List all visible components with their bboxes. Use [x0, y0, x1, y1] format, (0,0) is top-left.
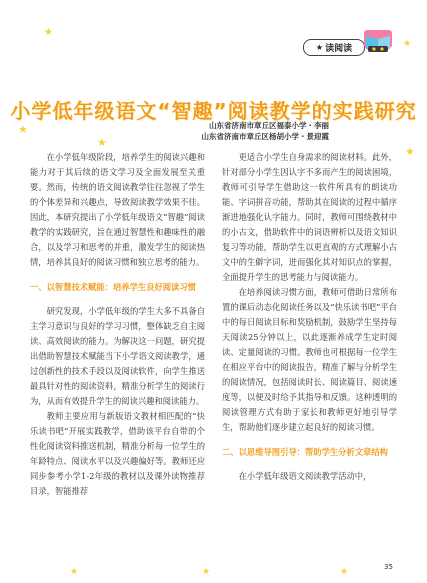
star-icon: ★: [97, 136, 107, 149]
article-title: 小学低年级语文“智趣”阅读教学的实践研究: [10, 99, 417, 123]
paragraph: 研究发现，小学低年级的学生大多不具备自主学习意识与良好的学习习惯，整体缺乏自主阅读、高效阅读的能力。为解决这一问题，研究提出借助智慧技术赋能当下小学语文阅读教学，通过创新性的技术手段以及阅读软件，向学生推送最具针对性的阅读资料，精准分析学生的阅读行为，从而有效提升学生的阅读兴趣和阅读能力。: [30, 306, 205, 406]
author-line: 山东省济南市章丘区杨胡小学・景迎霞: [201, 132, 329, 141]
section-heading: 一、以智慧技术赋能：培养学生良好阅读习惯: [30, 282, 196, 292]
paragraph: 在小学低年级语文阅读教学活动中，: [238, 471, 372, 481]
column-badge-label: 读阅读: [325, 44, 353, 54]
star-icon: ★: [405, 145, 415, 158]
star-icon: ★: [403, 39, 412, 49]
right-column: [222, 150, 397, 484]
star-icon: ★: [70, 567, 79, 577]
page-number: 35: [384, 563, 393, 571]
left-column: [30, 150, 205, 499]
star-icon: ★: [44, 27, 53, 38]
column-badge: [303, 39, 365, 56]
star-icon: ★: [18, 123, 28, 136]
section-heading: 二、以思维导图引导：帮助学生分析文章结构: [222, 447, 388, 457]
star-icon: ★: [315, 43, 324, 52]
star-icon: ★: [340, 567, 349, 577]
paragraph: 更适合小学生自身需求的阅读材料。此外，针对部分小学生因认字不多而产生的阅读困境，教师可引导学生借助这一软件所具有的朗读功能、字词拼音功能，帮助其在阅读的过程中循序渐进地强化认字能力。同时，教师可围绕教材中的小古文，借助软件中的词语辨析以及语文知识复习等功能，帮助学生以更直观的方式理解小古文中的生僻字词，进而强化其对知识点的掌握，全面提升学生的思考能力与阅读能力。: [222, 152, 397, 282]
author-line: 山东省济南市章丘区福泰小学・李丽: [209, 121, 329, 130]
star-icon: ★: [202, 567, 211, 577]
paragraph: 在小学低年级阶段，培养学生的阅读兴趣和能力对于其后续的语文学习及全面发展至关重要。然而，传统的语文阅读教学往往忽视了学生的个体差异和兴趣点，导致阅读教学效果不佳。因此，本研究提出了小学低年级语文“智趣”阅读教学的实践研究，旨在通过智慧性和趣味性的融合，以及学习和思考的并重，激发学生的阅读热情，培养其良好的阅读习惯和独立思考的能力。: [30, 152, 205, 267]
paragraph: 在培养阅读习惯方面，教师可借助日常所布置的课后动态化阅读任务以及“快乐读书吧”平台中的每日阅读目标和奖励机制，鼓励学生坚持每天阅读25分钟以上，以此逐渐养成学生定时阅读、定量阅读的习惯。教师也可根据每一位学生在相应平台中的阅读报告，精准了解与分析学生的阅读情况，包括阅读时长、阅读篇目、阅读速度等，以便及时给予其指导和反馈。这种透明的阅读管理方式有助于家长和教师更好地引导学生，帮助他们逐步建立起良好的阅读习惯。: [222, 287, 397, 432]
open-book-icon: [360, 28, 396, 56]
paragraph: 教师主要应用与新版语文教材相匹配的“快乐读书吧”开展实践教学，借助该平台自带的个性化阅读资料推送机制，精准分析每一位学生的年龄特点、阅读水平以及兴趣偏好等。教师还应同步参考小学1-2年级的教材以及课外读物推荐目录，智能推荐: [30, 411, 205, 496]
